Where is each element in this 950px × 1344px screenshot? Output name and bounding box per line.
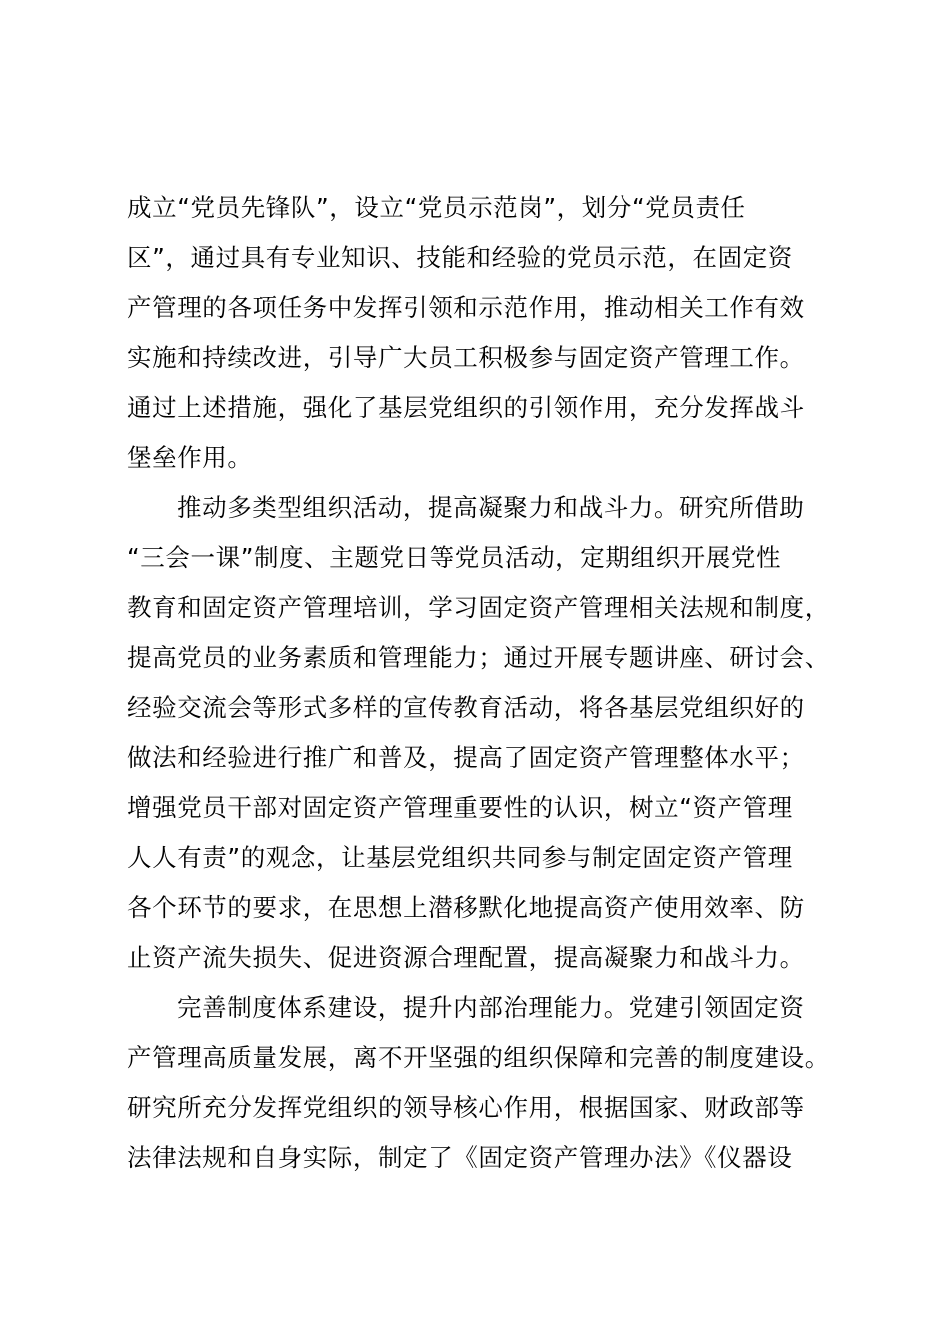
text-line: 做法和经验进行推广和普及，提高了固定资产管理整体水平； (127, 743, 805, 772)
text-line: 通过上述措施，强化了基层党组织的引领作用，充分发挥战斗 (127, 393, 805, 422)
text-line: 研究所充分发挥党组织的领导核心作用，根据国家、财政部等 (127, 1093, 805, 1122)
text-line: 产管理的各项任务中发挥引领和示范作用，推动相关工作有效 (127, 293, 805, 322)
text-line: 教育和固定资产管理培训，学习固定资产管理相关法规和制度， (127, 593, 830, 622)
text-line: 法律法规和自身实际，制定了《固定资产管理办法》《仪器设 (127, 1143, 793, 1172)
text-line: 增强党员干部对固定资产管理重要性的认识，树立“资产管理 (127, 793, 793, 822)
paragraph-first-line: 完善制度体系建设，提升内部治理能力。党建引领固定资 (177, 993, 805, 1022)
paragraph-first-line: 推动多类型组织活动，提高凝聚力和战斗力。研究所借助 (177, 493, 805, 522)
text-line: 产管理高质量发展，离不开坚强的组织保障和完善的制度建设。 (127, 1043, 830, 1072)
text-line: 各个环节的要求，在思想上潜移默化地提高资产使用效率、防 (127, 893, 805, 922)
text-line: 止资产流失损失、促进资源合理配置，提高凝聚力和战斗力。 (127, 943, 805, 972)
text-line: “三会一课”制度、主题党日等党员活动，定期组织开展党性 (127, 543, 782, 572)
text-line: 人人有责”的观念，让基层党组织共同参与制定固定资产管理 (127, 843, 793, 872)
text-line: 堡垒作用。 (127, 443, 253, 472)
text-line: 实施和持续改进，引导广大员工积极参与固定资产管理工作。 (127, 343, 805, 372)
text-line: 区”，通过具有专业知识、技能和经验的党员示范，在固定资 (127, 243, 793, 272)
text-line: 提高党员的业务素质和管理能力；通过开展专题讲座、研讨会、 (127, 643, 830, 672)
text-line: 成立“党员先锋队”，设立“党员示范岗”，划分“党员责任 (127, 193, 746, 222)
text-line: 经验交流会等形式多样的宣传教育活动，将各基层党组织好的 (127, 693, 805, 722)
